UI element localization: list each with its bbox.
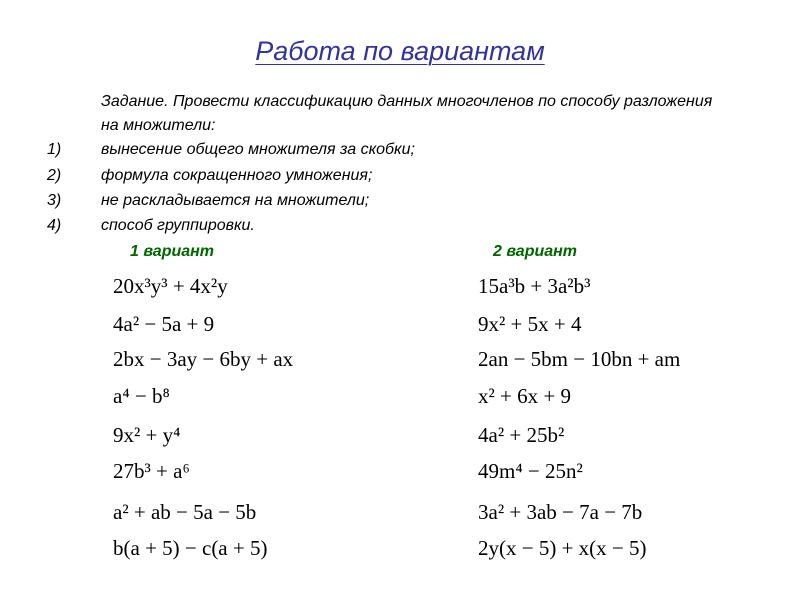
list-item-text: вынесение общего множителя за скобки;: [101, 141, 415, 158]
variant-2-expression: 2an − 5bm − 10bn + am: [478, 347, 681, 371]
list-item-text: не раскладывается на множители;: [101, 192, 370, 209]
list-item: [0, 138, 800, 162]
variant-1-expression: a² + ab − 5a − 5b: [113, 500, 257, 524]
list-item: [0, 214, 800, 238]
page-title: Работа по вариантам: [255, 36, 545, 66]
variant-2-expression: 4a² + 25b²: [478, 423, 565, 447]
list-item-number: 1): [47, 141, 62, 158]
variant-2-expression: 15a³b + 3a²b³: [478, 274, 591, 298]
variant-1-heading: 1 вариант: [130, 243, 215, 260]
variant-1-expression: 4a² − 5a + 9: [113, 312, 215, 336]
list-item-text: формула сокращенного умножения;: [101, 167, 373, 184]
list-item-text: способ группировки.: [101, 217, 255, 234]
variant-1-expression: b(a + 5) − c(a + 5): [113, 536, 268, 560]
variant-2-expression: 2y(x − 5) + x(x − 5): [478, 536, 647, 560]
variant-1-expression: 2bx − 3ay − 6by + ax: [113, 347, 294, 371]
list-item-number: 4): [47, 217, 62, 234]
variant-2-expression: x² + 6x + 9: [478, 384, 571, 408]
list-item: [0, 164, 800, 188]
variant-2-expression: 9x² + 5x + 4: [478, 312, 582, 336]
variant-1-expression: 20x³y³ + 4x²y: [113, 274, 228, 298]
variant-2-heading: 2 вариант: [493, 243, 578, 260]
list-item-number: 3): [47, 192, 62, 209]
variant-2-expression: 3a² + 3ab − 7a − 7b: [478, 500, 643, 524]
variant-1-expression: 27b³ + a⁶: [113, 459, 190, 483]
list-item-number: 2): [47, 167, 62, 184]
list-item: [0, 189, 800, 213]
task-text: Задание. Провести классификацию данных многочленов по способу разложения на множители:: [101, 93, 713, 134]
variant-1-expression: a⁴ − b⁸: [113, 384, 170, 408]
variant-2-expression: 49m⁴ − 25n²: [478, 459, 583, 483]
variant-1-expression: 9x² + y⁴: [113, 423, 181, 447]
